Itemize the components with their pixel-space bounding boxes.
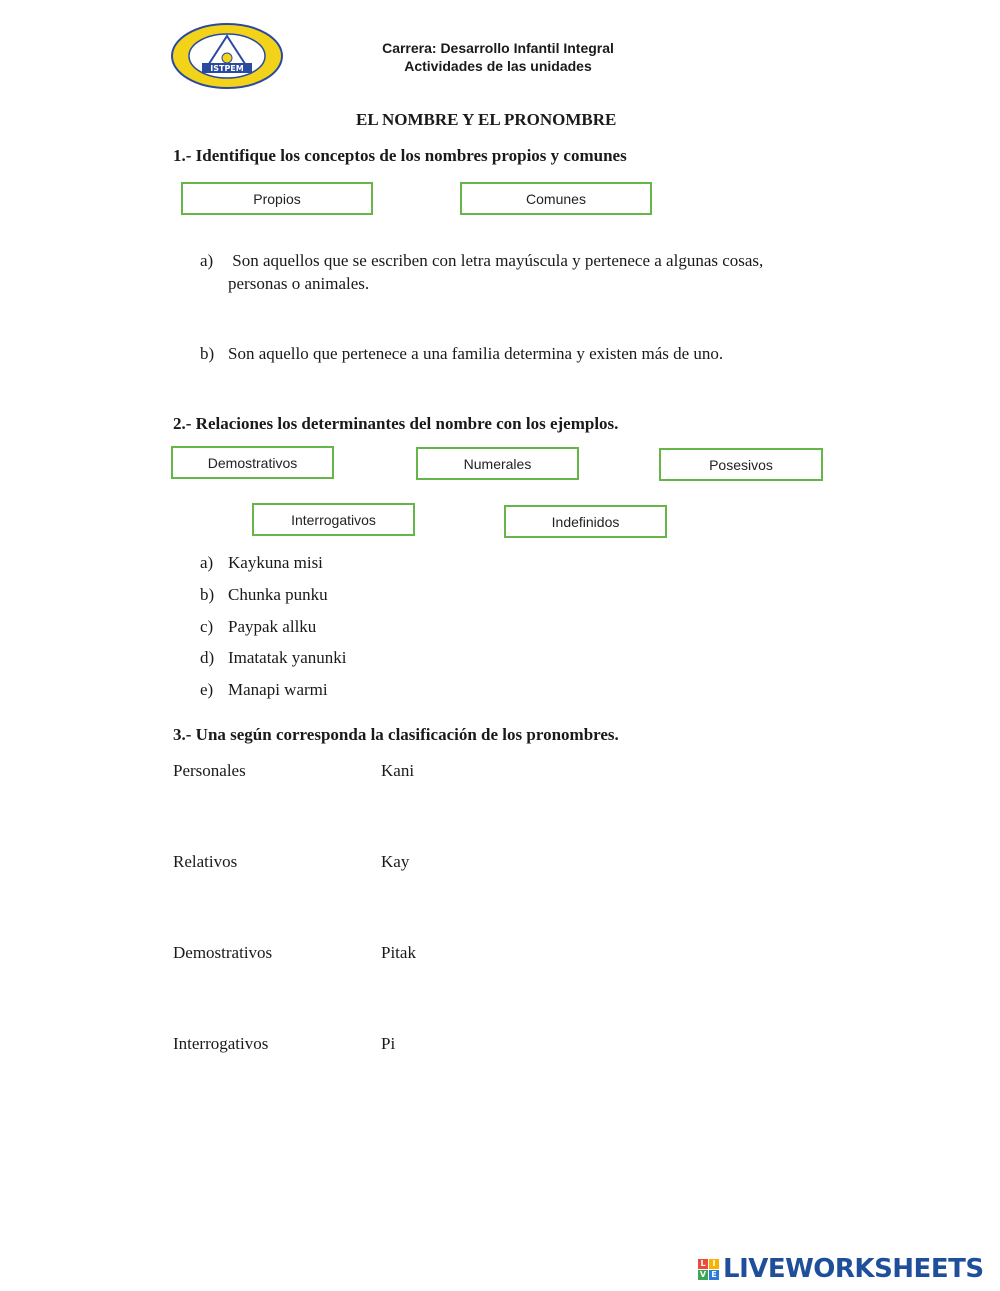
list-marker: e) [200,680,214,699]
question-3-heading: 3.- Una según corresponda la clasificación de los pronombres. [173,725,619,744]
pronoun-class-label: Relativos [173,852,238,871]
list-item [200,648,347,668]
list-marker: b) [200,344,215,363]
q1-item-a [200,249,840,295]
list-marker: d) [200,648,215,667]
pronoun-class-label: Personales [173,761,246,780]
q1-item-a-text-cont: personas o animales. [228,274,370,293]
drop-box-posesivos[interactable]: Posesivos [659,448,823,481]
drop-box-interrogativos[interactable]: Interrogativos [252,503,415,536]
pronoun-example[interactable]: Kani [381,761,415,780]
list-marker: a) [200,251,214,270]
question-1-heading: 1.- Identifique los conceptos de los nombres propios y comunes [173,146,627,165]
list-marker: c) [200,617,214,636]
header-subtitle: Actividades de las unidades [404,58,592,74]
pronoun-example[interactable]: Pi [381,1034,396,1053]
pronoun-class-label: Demostrativos [173,943,273,962]
live-badge-icon [698,1259,719,1280]
drop-box-propios[interactable]: Propios [181,182,373,215]
list-item [200,553,323,573]
list-marker: a) [200,553,214,572]
logo-text: ISTPEM [210,64,244,73]
pronoun-example[interactable]: Pitak [381,943,416,962]
list-item [200,680,328,700]
page-title: EL NOMBRE Y EL PRONOMBRE [356,110,617,129]
list-marker: b) [200,585,215,604]
drop-box-numerales[interactable]: Numerales [416,447,579,480]
list-item-text: Manapi warmi [228,680,328,699]
live-letter: V [699,1269,707,1279]
watermark-text: LIVEWORKSHEETS [723,1254,984,1284]
list-item [200,585,328,605]
pronoun-example[interactable]: Kay [381,852,410,871]
q1-item-a-text: Son aquellos que se escriben con letra mayúscula y pertenece a algunas cosas, [228,251,764,270]
liveworksheets-watermark [698,1254,984,1284]
list-item-text: Imatatak yanunki [228,648,347,667]
list-item-text: Kaykuna misi [228,553,323,572]
drop-box-demostrativos[interactable]: Demostrativos [171,446,334,479]
header-career: Carrera: Desarrollo Infantil Integral [382,40,614,56]
institution-logo [170,22,284,90]
list-item-text: Chunka punku [228,585,328,604]
list-item [200,617,316,637]
list-item-text: Paypak allku [228,617,317,636]
drop-box-comunes[interactable]: Comunes [460,182,652,215]
q1-item-b [200,342,723,365]
live-letter: E [709,1270,719,1280]
question-2-heading: 2.- Relaciones los determinantes del nombre con los ejemplos. [173,414,619,433]
q1-item-b-text: Son aquello que pertenece a una familia determina y existen más de uno. [228,344,724,363]
drop-box-indefinidos[interactable]: Indefinidos [504,505,667,538]
live-letter: I [709,1259,719,1269]
pronoun-class-label: Interrogativos [173,1034,269,1053]
live-letter: L [698,1259,708,1269]
